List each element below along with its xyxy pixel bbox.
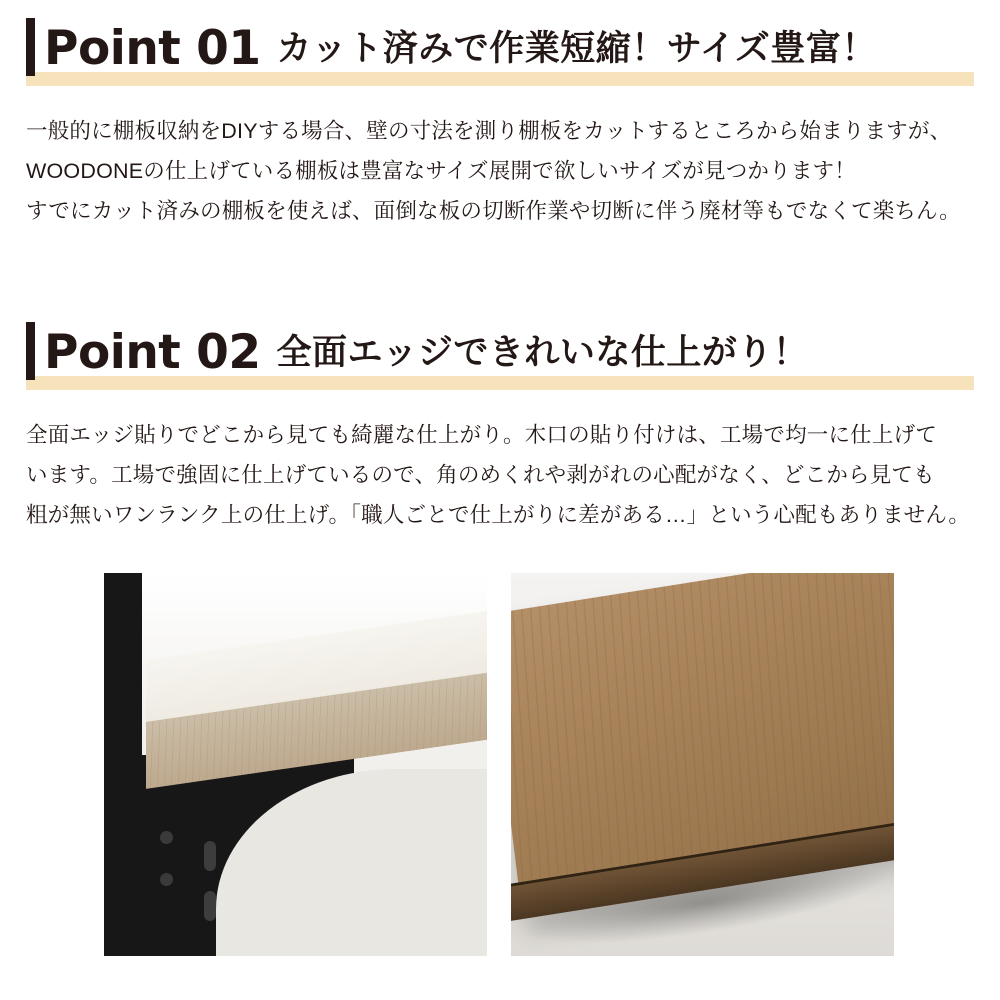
point-label: Point 01 [44, 20, 261, 76]
headline-text: カット済みで作業短縮！サイズ豊富！ [276, 28, 877, 68]
paragraph-line: WOODONEの仕上げている棚板は豊富なサイズ展開で欲しいサイズが見つかります！ [26, 158, 856, 183]
point-label: Point 02 [44, 324, 261, 380]
heading-point-01 [26, 14, 974, 86]
bracket-hole [160, 873, 173, 886]
heading-point-02 [26, 318, 974, 390]
paragraph-line: います。工場で強固に仕上げているので、角のめくれや剥がれの心配がなく、どこから見ても [26, 462, 935, 487]
white-shelf-board-edge-photo [104, 573, 487, 956]
section-point-02 [0, 318, 1000, 535]
paragraph-line: 一般的に棚板収納をDIYする場合、壁の寸法を測り棚板をカットするところから始まりますが、 [26, 119, 952, 143]
paragraph-line: すでにカット済みの棚板を使えば、面倒な板の切断作業や切断に伴う廃材等もでなくて楽ちん。 [26, 198, 961, 223]
photo-row [104, 573, 894, 956]
paragraph-line: 全面エッジ貼りでどこから見ても綺麗な仕上がり。木口の貼り付けは、工場で均一に仕上げて [26, 423, 937, 447]
headline-text: 全面エッジできれいな仕上がり！ [276, 332, 809, 372]
bracket-slot [204, 841, 216, 871]
paragraph-line: 粗が無いワンランク上の仕上げ。「職人ごとで仕上がりに差がある…」という心配もありません。 [26, 502, 971, 527]
body-paragraph-02 [26, 416, 974, 535]
heading-accent-bar [26, 322, 35, 380]
body-paragraph-01 [26, 112, 974, 231]
heading-accent-bar [26, 18, 35, 76]
bracket-slot [204, 891, 216, 921]
wood-shelf-board-edge-photo [511, 573, 894, 956]
section-point-01 [0, 14, 1000, 231]
bracket-hole [160, 831, 173, 844]
